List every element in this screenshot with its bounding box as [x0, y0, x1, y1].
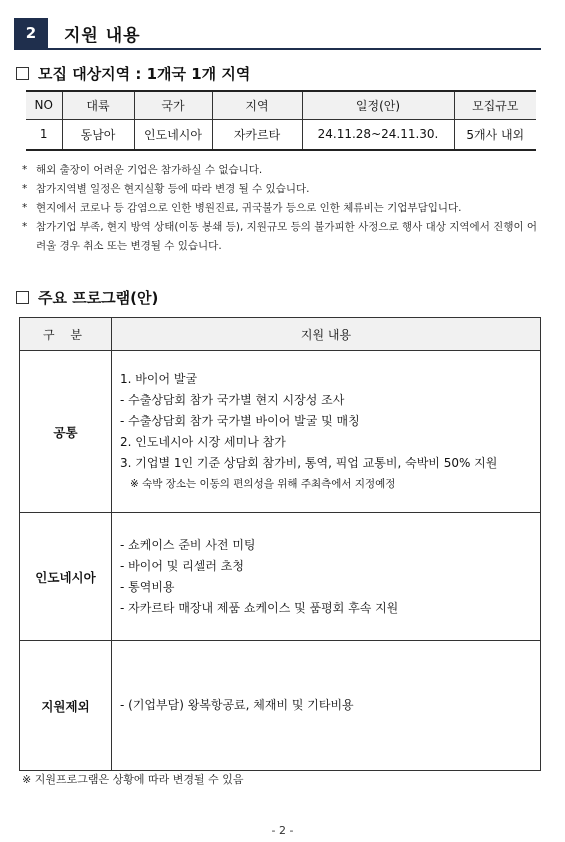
- note-text: 현지에서 코로나 등 감염으로 인한 병원진료, 귀국불가 등으로 인한 체류비는 기업부담입니다.: [36, 202, 462, 214]
- content-line: 1. 바이어 발굴: [120, 371, 198, 386]
- note-mark: *: [22, 202, 28, 214]
- content-indonesia: [112, 513, 541, 641]
- category-indonesia: 인도네시아: [20, 513, 112, 641]
- note-item: [22, 180, 542, 199]
- note-mark: *: [22, 164, 28, 176]
- note-text: 참가기업 부족, 현지 방역 상태(이동 봉쇄 등), 지원규모 등의 불가피한 사정으로 행사 대상 지역에서 진행이 어려울 경우 취소 또는 변경될 수 있습니다.: [36, 221, 538, 252]
- content-excluded: [112, 641, 541, 771]
- table-row: [26, 119, 536, 150]
- note-item: [22, 199, 542, 218]
- header-scale: 모집규모: [454, 91, 536, 119]
- program-table-header: [20, 318, 541, 351]
- table-row: [20, 351, 541, 513]
- note-item: [22, 161, 542, 180]
- note-mark: *: [22, 221, 28, 233]
- header-category: 구 분: [20, 318, 112, 351]
- section-number: 2: [14, 18, 48, 48]
- section-title: 지원 내용: [64, 26, 141, 46]
- header-schedule: 일정(안): [302, 91, 454, 119]
- header-region: 지역: [212, 91, 302, 119]
- note-mark: *: [22, 183, 28, 195]
- content-line: 2. 인도네시아 시장 세미나 참가: [120, 434, 286, 449]
- content-line: - (기업부담) 왕복항공료, 체재비 및 기타비용: [120, 698, 354, 712]
- note-item: [22, 218, 542, 256]
- checkbox-icon: [16, 291, 29, 304]
- content-line: - 자카르타 매장내 제품 쇼케이스 및 품평회 후속 지원: [120, 600, 399, 615]
- content-line: - 수출상담회 참가 국가별 현지 시장성 조사: [120, 392, 345, 407]
- region-heading-text: 모집 대상지역 : 1개국 1개 지역: [38, 65, 251, 83]
- note-text: 해외 출장이 어려운 기업은 참가하실 수 없습니다.: [36, 164, 263, 176]
- region-heading: [16, 63, 250, 84]
- cell-region: 자카르타: [212, 119, 302, 150]
- header-continent: 대륙: [62, 91, 134, 119]
- cell-continent: 동남아: [62, 119, 134, 150]
- content-sub-note: ※ 숙박 장소는 이동의 편의성을 위해 주최측에서 지정예정: [130, 477, 396, 490]
- cell-schedule: 24.11.28~24.11.30.: [302, 119, 454, 150]
- cell-country: 인도네시아: [134, 119, 212, 150]
- cell-scale: 5개사 내외: [454, 119, 536, 150]
- page-number: - 2 -: [271, 824, 294, 837]
- program-heading: [16, 287, 158, 308]
- header-support: 지원 내용: [112, 318, 541, 351]
- region-table: [26, 90, 536, 151]
- section-header: [14, 18, 541, 50]
- region-table-header: [26, 91, 536, 119]
- content-line: - 수출상담회 참가 국가별 바이어 발굴 및 매칭: [120, 413, 360, 428]
- header-no: NO: [26, 91, 62, 119]
- content-line: - 통역비용: [120, 579, 175, 594]
- content-common: [112, 351, 541, 513]
- cell-no: 1: [26, 119, 62, 150]
- header-country: 국가: [134, 91, 212, 119]
- checkbox-icon: [16, 67, 29, 80]
- notes-list: [22, 161, 542, 256]
- footer-note: ※ 지원프로그램은 상황에 따라 변경될 수 있음: [22, 773, 244, 786]
- content-line: 3. 기업별 1인 기준 상담회 참가비, 통역, 픽업 교통비, 숙박비 50% 지원: [120, 455, 498, 470]
- table-row: [20, 513, 541, 641]
- category-common: 공통: [20, 351, 112, 513]
- program-heading-text: 주요 프로그램(안): [38, 289, 159, 307]
- note-text: 참가지역별 일정은 현지실황 등에 따라 변경 될 수 있습니다.: [36, 183, 310, 195]
- table-row: [20, 641, 541, 771]
- program-table: [19, 317, 541, 771]
- content-line: - 쇼케이스 준비 사전 미팅: [120, 537, 256, 552]
- category-excluded: 지원제외: [20, 641, 112, 771]
- content-line: - 바이어 및 리셀러 초청: [120, 558, 244, 573]
